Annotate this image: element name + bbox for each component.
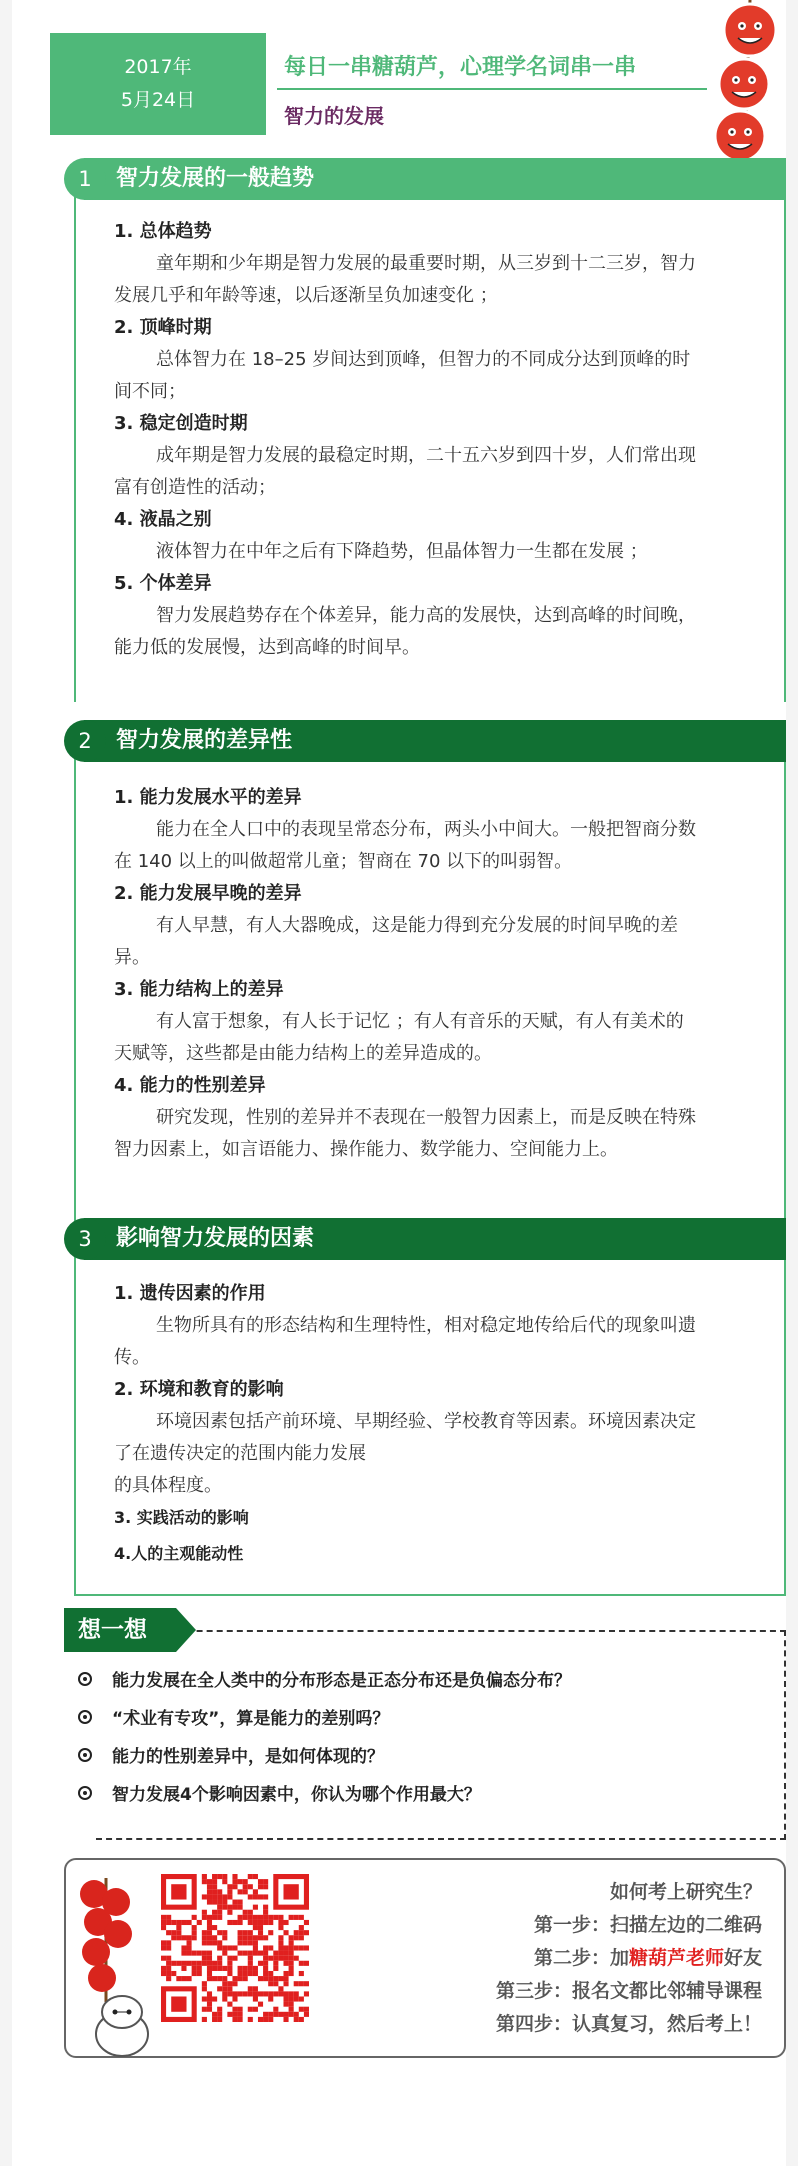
item-text: 智力发展趋势存在个体差异，能力高的发展快，达到高峰的时间晚， xyxy=(156,605,696,626)
section-3-item-1 xyxy=(114,1278,756,1374)
item-heading: 3. 稳定创造时期 xyxy=(114,413,248,434)
step-2 xyxy=(496,1942,762,1975)
date-day: 5月24日 xyxy=(120,89,196,111)
question-item xyxy=(78,1706,390,1732)
section-title: 影响智力发展的因素 xyxy=(84,1218,786,1260)
section-1-item-3 xyxy=(114,408,756,504)
item-text: 童年期和少年期是智力发展的最重要时期，从三岁到十二三岁，智力 xyxy=(156,253,696,274)
item-heading: 2. 顶峰时期 xyxy=(114,317,212,338)
step-4: 第四步：认真复习，然后考上！ xyxy=(495,2013,762,2035)
page xyxy=(12,0,786,2166)
item-heading: 1. 总体趋势 xyxy=(114,221,212,242)
section-2-header xyxy=(64,720,786,762)
qr-code-icon xyxy=(161,1874,309,2022)
item-heading: 1. 能力发展水平的差异 xyxy=(114,787,302,808)
item-text: 有人富于想象，有人长于记忆 ；有人有音乐的天赋，有人有美术的 xyxy=(156,1011,684,1032)
question-item xyxy=(78,1782,481,1808)
item-text: 生物所具有的形态结构和生理特性，相对稳定地传给后代的现象叫遗 xyxy=(156,1315,696,1336)
item-heading: 3. 实践活动的影响 xyxy=(114,1508,249,1527)
series-title: 每日一串糖葫芦，心理学名词串一串 xyxy=(284,55,637,80)
item-text: 富有创造性的活动； xyxy=(114,477,276,498)
bullet-icon xyxy=(78,1786,92,1800)
bullet-icon xyxy=(78,1672,92,1686)
item-text: 能力低的发展慢，达到高峰的时间早。 xyxy=(114,637,420,658)
item-text: 液体智力在中年之后有下降趋势，但晶体智力一生都在发展 ； xyxy=(156,541,648,562)
steps-question: 如何考上研究生？ xyxy=(609,1881,762,1903)
date-year: 2017年 xyxy=(124,56,192,78)
item-text: 的具体程度。 xyxy=(114,1475,222,1496)
section-title: 智力发展的一般趋势 xyxy=(84,158,786,200)
think-title: 想一想 xyxy=(64,1608,176,1652)
section-3-item-3 xyxy=(114,1502,756,1534)
bullet-icon xyxy=(78,1710,92,1724)
question-text: 能力的性别差异中，是如何体现的？ xyxy=(112,1747,384,1767)
candy-mascot-icon xyxy=(72,1872,152,2062)
section-3-body xyxy=(74,1240,786,1596)
item-heading: 4. 能力的性别差异 xyxy=(114,1075,266,1096)
footer-card xyxy=(64,1858,786,2058)
bullet-icon xyxy=(78,1748,92,1762)
item-heading: 2. 能力发展早晚的差异 xyxy=(114,883,302,904)
section-1-body xyxy=(74,178,786,702)
section-3-item-4 xyxy=(114,1538,756,1570)
step-2-highlight: 糖葫芦老师 xyxy=(628,1947,724,1969)
section-1-header xyxy=(64,158,786,200)
section-3-header xyxy=(64,1218,786,1260)
item-text: 天赋等，这些都是由能力结构上的差异造成的。 xyxy=(114,1043,492,1064)
item-heading: 3. 能力结构上的差异 xyxy=(114,979,284,1000)
section-2-item-1 xyxy=(114,782,756,878)
header-divider xyxy=(277,88,707,90)
section-title: 智力发展的差异性 xyxy=(84,720,786,762)
question-text: 智力发展4个影响因素中，你认为哪个作用最大？ xyxy=(112,1785,481,1805)
question-item xyxy=(78,1668,571,1694)
item-heading: 5. 个体差异 xyxy=(114,573,212,594)
item-text: 总体智力在 18–25 岁间达到顶峰，但智力的不同成分达到顶峰的时 xyxy=(156,349,691,370)
item-heading: 1. 遗传因素的作用 xyxy=(114,1283,266,1304)
section-1-item-4 xyxy=(114,504,756,568)
date-box xyxy=(50,33,266,135)
section-2-item-4 xyxy=(114,1070,756,1166)
item-text: 发展几乎和年龄等速，以后逐渐呈负加速变化 ； xyxy=(114,285,498,306)
step-1: 第一步：扫描左边的二维码 xyxy=(533,1914,762,1936)
item-text: 智力因素上，如言语能力、操作能力、数学能力、空间能力上。 xyxy=(114,1139,618,1160)
steps-list xyxy=(496,1876,762,2041)
item-text: 能力在全人口中的表现呈常态分布，两头小中间大。一般把智商分数 xyxy=(156,819,696,840)
item-text: 传。 xyxy=(114,1347,150,1368)
item-text: 间不同； xyxy=(114,381,186,402)
section-number: 1 xyxy=(64,158,106,200)
step-2-pre: 第二步：加 xyxy=(533,1947,629,1969)
topic-title: 智力的发展 xyxy=(284,104,384,128)
think-arrow xyxy=(176,1608,196,1652)
item-text: 有人早慧，有人大器晚成，这是能力得到充分发展的时间早晚的差 xyxy=(156,915,678,936)
section-1-item-1 xyxy=(114,216,756,312)
section-1-item-2 xyxy=(114,312,756,408)
step-3: 第三步：报名文都比邻辅导课程 xyxy=(495,1980,762,2002)
item-text: 成年期是智力发展的最稳定时期，二十五六岁到四十岁，人们常出现 xyxy=(156,445,696,466)
item-heading: 4. 液晶之别 xyxy=(114,509,212,530)
item-text: 了在遗传决定的范围内能力发展 xyxy=(114,1443,366,1464)
section-2-body xyxy=(74,740,786,1226)
section-2-item-3 xyxy=(114,974,756,1070)
item-heading: 2. 环境和教育的影响 xyxy=(114,1379,284,1400)
section-number: 3 xyxy=(64,1218,106,1260)
section-1-item-5 xyxy=(114,568,756,664)
item-heading: 4.人的主观能动性 xyxy=(114,1544,244,1563)
item-text: 异。 xyxy=(114,947,150,968)
step-2-post: 好友 xyxy=(723,1947,762,1969)
item-text: 环境因素包括产前环境、早期经验、学校教育等因素。环境因素决定 xyxy=(156,1411,696,1432)
question-text: “术业有专攻”，算是能力的差别吗？ xyxy=(112,1709,390,1729)
question-text: 能力发展在全人类中的分布形态是正态分布还是负偏态分布？ xyxy=(112,1671,571,1691)
section-3-item-2 xyxy=(114,1374,756,1502)
item-text: 研究发现，性别的差异并不表现在一般智力因素上，而是反映在特殊 xyxy=(156,1107,696,1128)
item-text: 在 140 以上的叫做超常儿童；智商在 70 以下的叫弱智。 xyxy=(114,851,573,872)
question-item xyxy=(78,1744,384,1770)
think-box xyxy=(96,1630,786,1840)
section-2-item-2 xyxy=(114,878,756,974)
section-number: 2 xyxy=(64,720,106,762)
candy-mascots-icon xyxy=(698,0,788,176)
